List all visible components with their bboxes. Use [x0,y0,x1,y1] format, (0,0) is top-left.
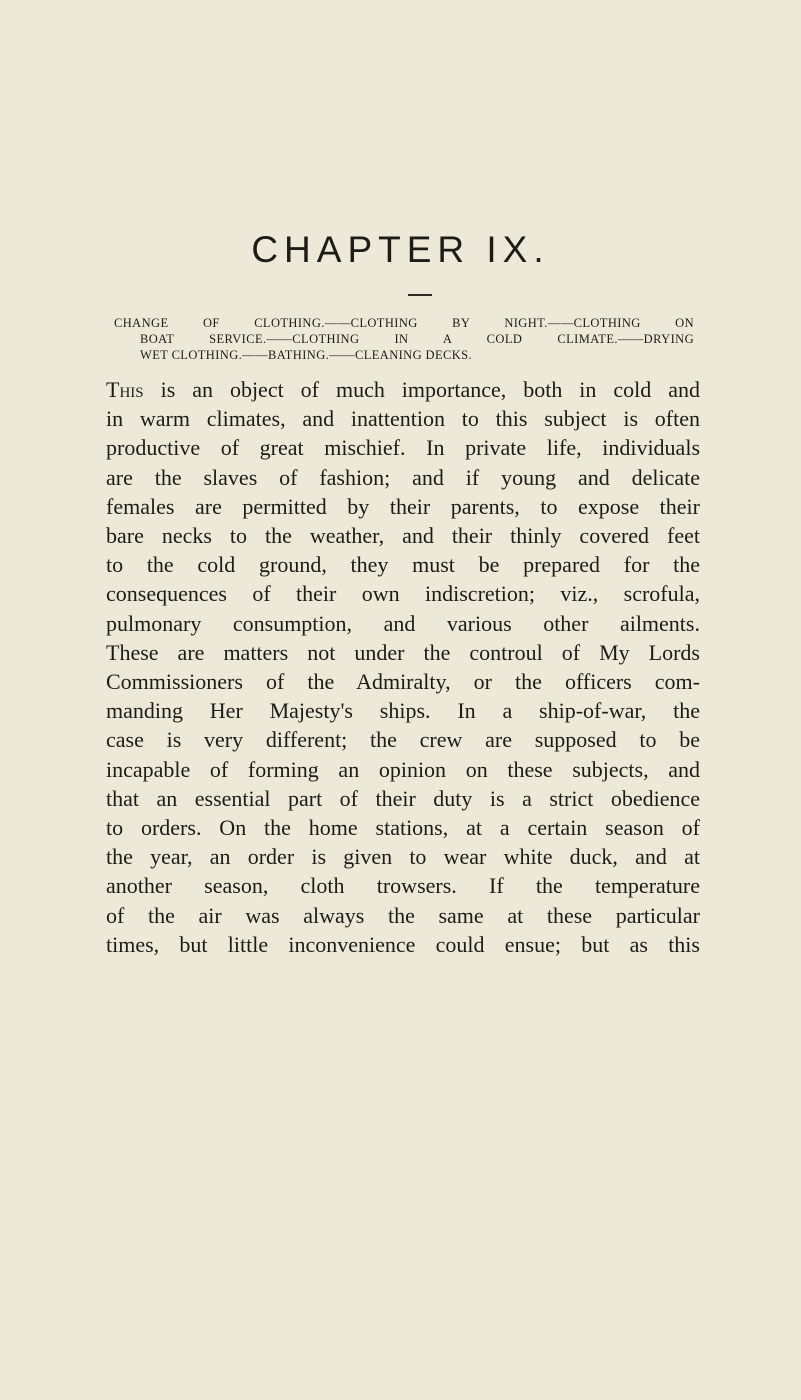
paragraph-line: pulmonary consumption, and various other ailments. [106,610,700,636]
paragraph-line: of the air was always the same at these particular [106,902,700,928]
paragraph-line-text: is an object of much importance, both in cold and [143,377,700,402]
paragraph-line: These are matters not under the controul of My Lords [106,639,700,665]
paragraph-line: incapable of forming an opinion on these subjects, and [106,756,700,782]
chapter-summary [114,315,694,363]
summary-line: WET CLOTHING.——BATHING.——CLEANING DECKS. [140,348,473,362]
paragraph-line: to orders. On the home stations, at a certain season of [106,815,700,841]
chapter-title: CHAPTER IX. [251,229,550,270]
paragraph-line: case is very different; the crew are supposed to be [106,727,700,753]
paragraph-line: productive of great mischief. In private life, individuals [106,435,700,461]
paragraph-line: that an essential part of their duty is a strict obedience [106,785,700,811]
paragraph-line: the year, an order is given to wear white duck, and at [106,844,700,870]
paragraph-line: consequences of their own indiscretion; viz., scrofula, [106,581,700,607]
paragraph-line: are the slaves of fashion; and if young and delicate [106,464,700,490]
drop-word: This [106,377,144,402]
title-divider [408,294,432,296]
paragraph-line: to the cold ground, they must be prepared for the [106,552,700,578]
paragraph-line: bare necks to the weather, and their thinly covered feet [106,523,700,549]
summary-line: BOAT SERVICE.——CLOTHING IN A COLD CLIMATE.——DRYING [140,332,694,346]
body-paragraph [106,375,700,959]
paragraph-line: times, but little inconvenience could ensue; but as this [106,931,700,957]
paragraph-line: Commissioners of the Admiralty, or the officers com- [106,669,700,695]
paragraph-line: females are permitted by their parents, to expose their [106,493,700,519]
paragraph-line: in warm climates, and inattention to this subject is often [106,406,700,432]
paragraph-line: another season, cloth trowsers. If the temperature [106,873,700,899]
paragraph-line [106,375,700,404]
summary-line: CHANGE OF CLOTHING.——CLOTHING BY NIGHT.——CLOTHING ON [114,316,694,330]
paragraph-line: manding Her Majesty's ships. In a ship-of-war, the [106,698,700,724]
